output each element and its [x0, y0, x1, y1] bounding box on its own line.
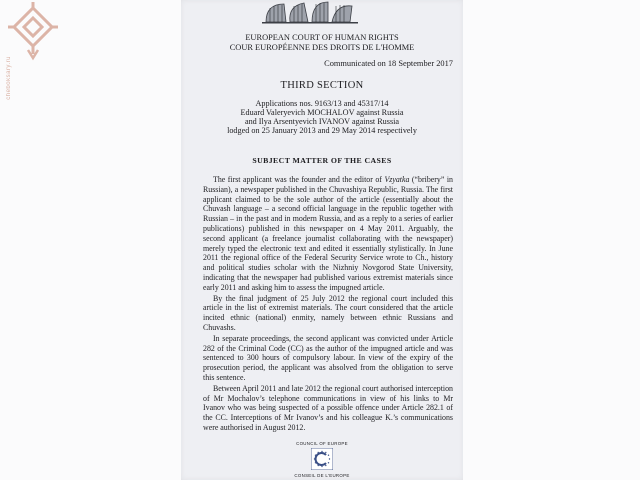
lodged-dates-line: lodged on 25 January 2013 and 29 May 2014 respectively	[227, 126, 417, 135]
paragraph: In separate proceedings, the second applicant was convicted under Article 282 of the Criminal Code (CC) as the author of the impugned article and was sentenced to 300 hours of compulsory labour. In view of the expiry of the prosecution period, the applicant was absolved from the obligation to serve this sentence.	[203, 333, 453, 382]
communicated-date: Communicated on 18 September 2017	[324, 59, 453, 68]
council-of-europe-logo-icon	[311, 448, 333, 470]
subject-heading: SUBJECT MATTER OF THE CASES	[252, 156, 392, 165]
paragraph: The first applicant was the founder and the editor of Vzyatka (“bribery” in Russian), a newspaper published in the Chuvashiya Republic, Russia. The first applicant claimed to be the sole author of the article (essentially about the Chuvash language – a second official language in the republic together with Russian – in the past and in modern Russia, and as a reply to a series of earlier publications) published in this newspaper on 4 May 2011. Arguably, the second applicant (a freelance journalist collaborating with the newspaper) merely typed the electronic text and edited it essentially stylistically. In June 2011 the regional office of the Federal Security Service wrote to Ch., history and political studies scholar with the Nizhniy Novgorod State University, indicating that the newspaper had published various extremist materials since early 2011 and asking him to assess the impugned article.	[203, 175, 453, 292]
conseil-de-europe-label: CONSEIL DE L'EUROPE	[294, 473, 350, 478]
applicant-1-line: Eduard Valeryevich MOCHALOV against Russia	[240, 108, 404, 117]
applicant-2-line: and Ilya Arsentyevich IVANOV against Russia	[244, 117, 400, 126]
watermark-logo	[4, 2, 62, 102]
paragraph: Between April 2011 and late 2012 the regional court authorised interception of Mr Mochalov’s telephone communications in view of his links to Mr Ivanov who was being suspected of a possible offence under Article 282.1 of the CC. Interceptions of Mr Ivanov’s and his colleague K.’s communications were authorised in August 2012.	[203, 383, 453, 432]
council-of-europe-label: COUNCIL OF EUROPE	[296, 441, 348, 446]
document-page	[181, 0, 463, 480]
applications-line: Applications nos. 9163/13 and 45317/14	[255, 99, 389, 108]
paragraph: By the final judgment of 25 July 2012 the regional court included this article in the list of extremist materials. The court considered that the article incited ethnic (national) enmity, namely between ethnic Russians and Chuvashs.	[203, 293, 453, 332]
court-name-english: EUROPEAN COURT OF HUMAN RIGHTS	[245, 33, 399, 42]
court-building-emblem-icon	[260, 0, 375, 24]
body-text	[203, 175, 453, 433]
watermark-text: cheboksary.ru	[6, 56, 12, 100]
ornament-icon	[4, 2, 62, 62]
court-name-french: COUR EUROPÉENNE DES DROITS DE L'HOMME	[229, 43, 415, 52]
section-title: THIRD SECTION	[280, 80, 364, 91]
